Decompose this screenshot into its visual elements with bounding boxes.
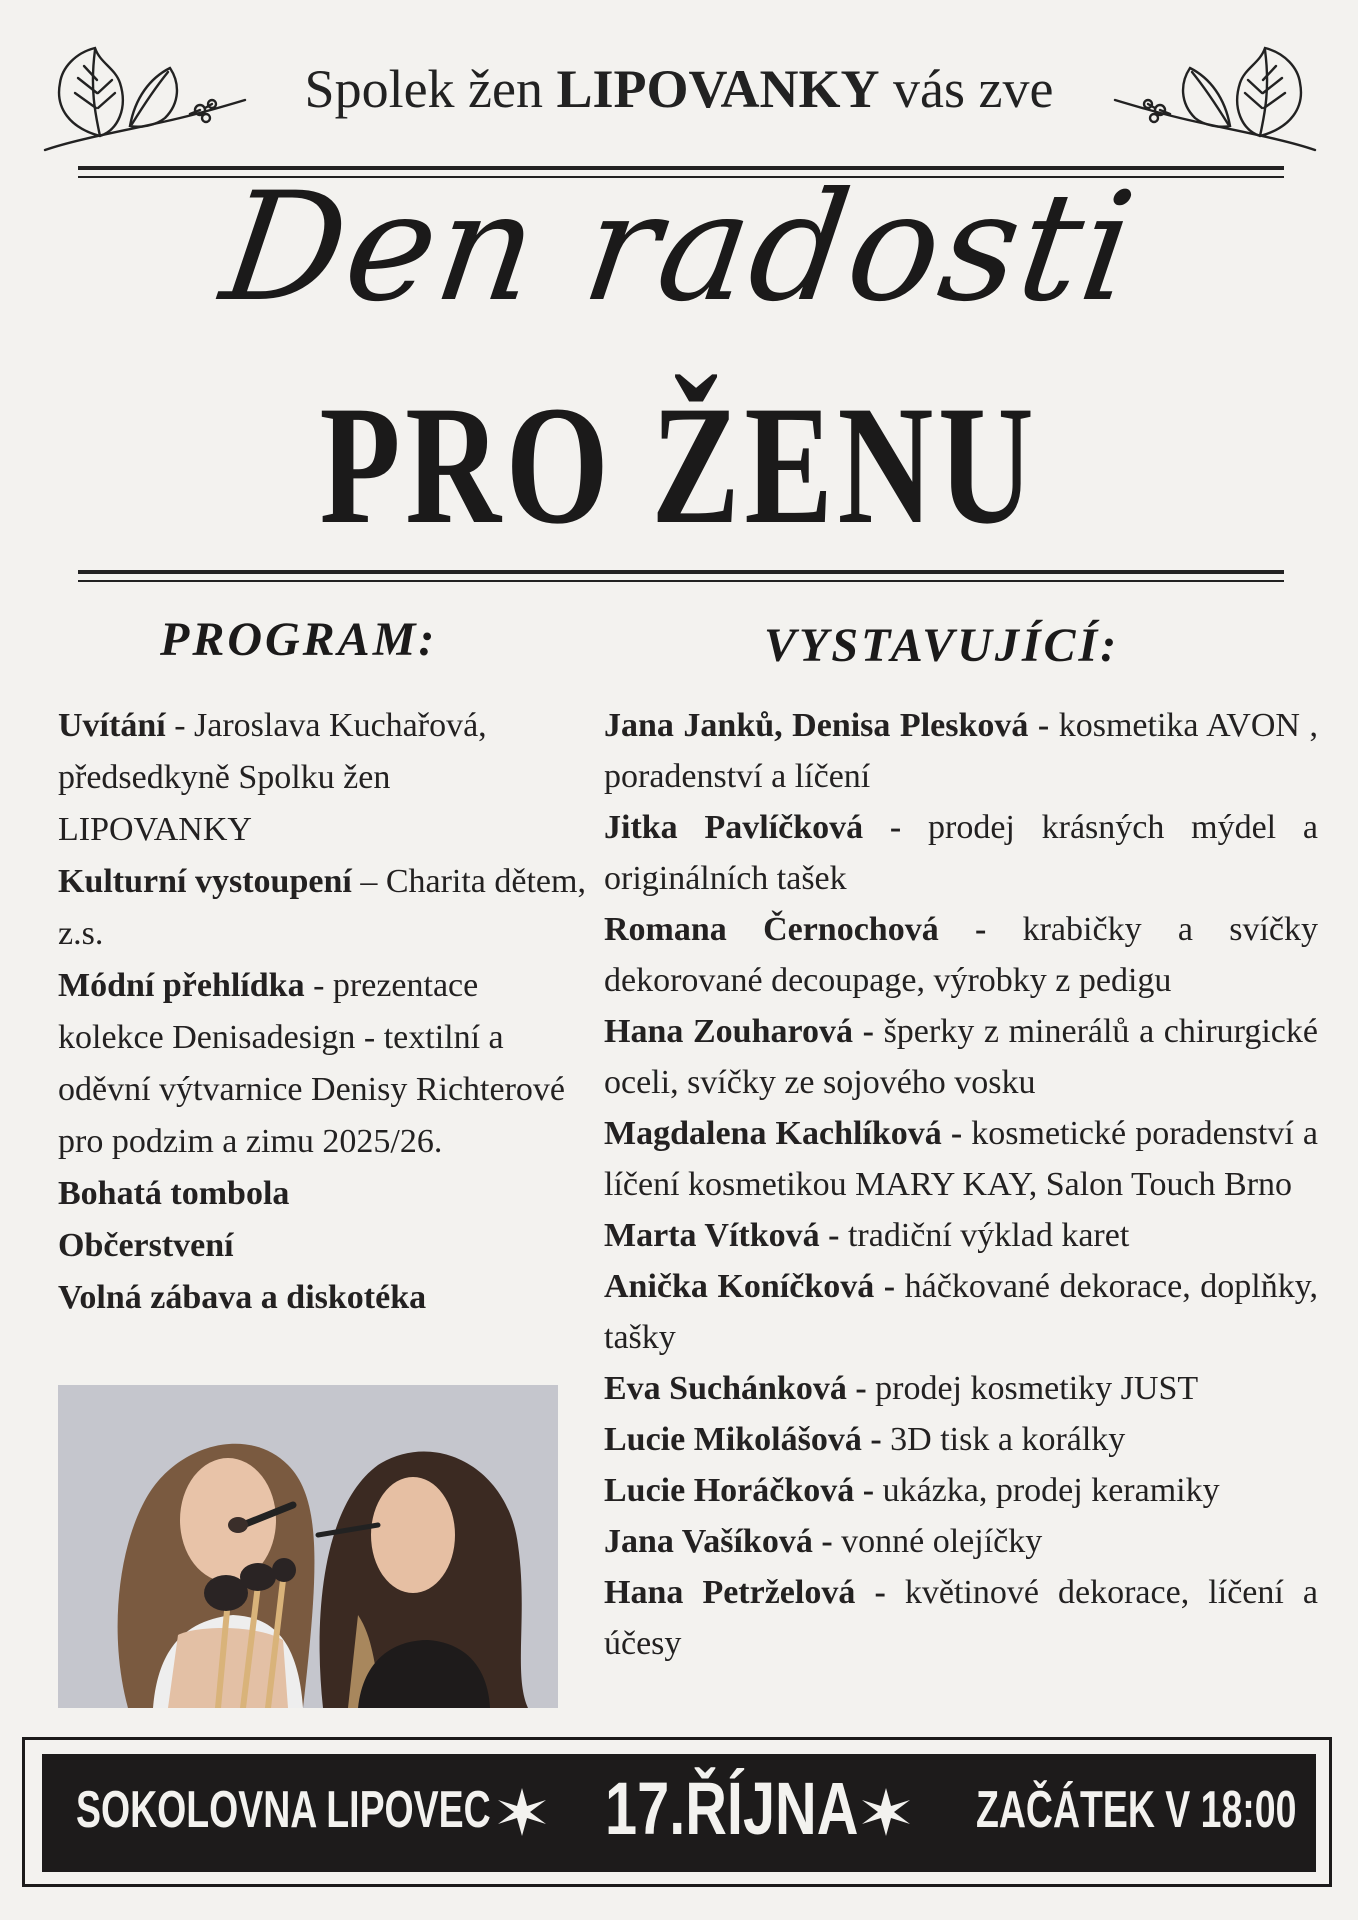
exhibitors-list: [604, 700, 1318, 1669]
program-item-title: Módní přehlídka: [58, 967, 305, 1004]
exhibitor-desc: ukázka, prodej keramiky: [874, 1472, 1220, 1509]
exhibitor-name: Marta Vítková -: [604, 1217, 840, 1254]
program-item: [58, 1220, 592, 1272]
exhibitors-heading: VYSTAVUJÍCÍ:: [764, 619, 1120, 672]
exhibitor-name: Romana Černochová -: [604, 911, 987, 948]
exhibitor-name: Jana Janků, Denisa Plesková -: [604, 707, 1050, 744]
program-item-text: - prezentace kolekce Denisadesign - textilní a oděvní výtvarnice Denisy Richterové pro podzim a zimu 2025/26.: [58, 967, 566, 1160]
exhibitor-desc: prodej kosmetiky JUST: [866, 1370, 1199, 1407]
exhibitor-item: [604, 1210, 1318, 1261]
exhibitor-item: [604, 1108, 1318, 1210]
program-heading: PROGRAM:: [160, 613, 438, 666]
program-list: [58, 700, 592, 1324]
header-org-name: LIPOVANKY: [556, 59, 880, 119]
star-ornament-icon: [492, 1782, 552, 1842]
exhibitor-desc: prodej krásných mýdel a originálních tašek: [604, 809, 1318, 897]
program-item: [58, 1272, 592, 1324]
exhibitor-item: [604, 1261, 1318, 1363]
exhibitor-name: Magdalena Kachlíková -: [604, 1115, 963, 1152]
exhibitor-desc: tradiční výklad karet: [839, 1217, 1130, 1254]
exhibitor-desc: květinové dekorace, líčení a účesy: [604, 1574, 1319, 1662]
exhibitor-name: Anička Koníčková -: [604, 1268, 896, 1305]
exhibitor-desc: háčkované dekorace, doplňky, tašky: [604, 1268, 1318, 1356]
exhibitor-item: [604, 904, 1318, 1006]
exhibitor-desc: vonné olejíčky: [832, 1523, 1043, 1560]
exhibitor-name: Lucie Horáčková -: [604, 1472, 875, 1509]
invitation-header: [0, 59, 1358, 119]
exhibitor-item: [604, 1363, 1318, 1414]
program-item: [58, 1168, 592, 1220]
program-item: [58, 856, 592, 960]
exhibitor-desc: krabičky a svíčky dekorované decoupage, výrobky z pedigu: [604, 911, 1318, 999]
banner-date: 17.ŘÍJNA: [605, 1767, 859, 1850]
program-item-title: Občerstvení: [58, 1227, 234, 1264]
program-item-text: - Jaroslava Kuchařová, předsedkyně Spolku žen LIPOVANKY: [58, 707, 487, 848]
exhibitor-name: Hana Zouharová -: [604, 1013, 874, 1050]
exhibitor-name: Lucie Mikolášová -: [604, 1421, 882, 1458]
banner-time: ZAČÁTEK V 18:00: [976, 1781, 1297, 1839]
title-script: Den radosti: [212, 161, 1146, 335]
header-suffix: vás zve: [879, 59, 1054, 119]
exhibitor-desc: kosmetické poradenství a líčení kosmetikou MARY KAY, Salon Touch Brno: [604, 1115, 1318, 1203]
exhibitor-name: Jitka Pavlíčková -: [604, 809, 902, 846]
exhibitor-item: [604, 1567, 1318, 1669]
header-prefix: Spolek žen: [304, 59, 557, 119]
exhibitor-name: Jana Vašíková -: [604, 1523, 833, 1560]
exhibitor-item: [604, 1006, 1318, 1108]
program-item-title: Uvítání: [58, 707, 166, 744]
title-main: PRO ŽENU: [319, 371, 1039, 559]
mid-rule-thin: [78, 580, 1284, 582]
exhibitor-item: [604, 1516, 1318, 1567]
program-item-title: Kulturní vystoupení: [58, 863, 352, 900]
program-item-title: Bohatá tombola: [58, 1175, 290, 1212]
program-item-title: Volná zábava a diskotéka: [58, 1279, 427, 1316]
exhibitor-desc: 3D tisk a korálky: [881, 1421, 1126, 1458]
program-item: [58, 960, 592, 1168]
star-ornament-icon: [856, 1782, 916, 1842]
makeup-photo: [58, 1385, 558, 1708]
exhibitor-item: [604, 1414, 1318, 1465]
exhibitor-name: Eva Suchánková -: [604, 1370, 867, 1407]
program-item-text: – Charita dětem, z.s.: [58, 863, 586, 952]
exhibitor-desc: šperky z minerálů a chirurgické oceli, svíčky ze sojového vosku: [604, 1013, 1318, 1101]
banner-place: SOKOLOVNA LIPOVEC: [76, 1781, 491, 1839]
program-item: [58, 700, 592, 856]
exhibitor-item: [604, 802, 1318, 904]
exhibitor-desc: kosmetika AVON , poradenství a líčení: [604, 707, 1318, 795]
exhibitor-item: [604, 1465, 1318, 1516]
exhibitor-name: Hana Petrželová -: [604, 1574, 886, 1611]
exhibitor-item: [604, 700, 1318, 802]
mid-rule-thick: [78, 570, 1284, 574]
